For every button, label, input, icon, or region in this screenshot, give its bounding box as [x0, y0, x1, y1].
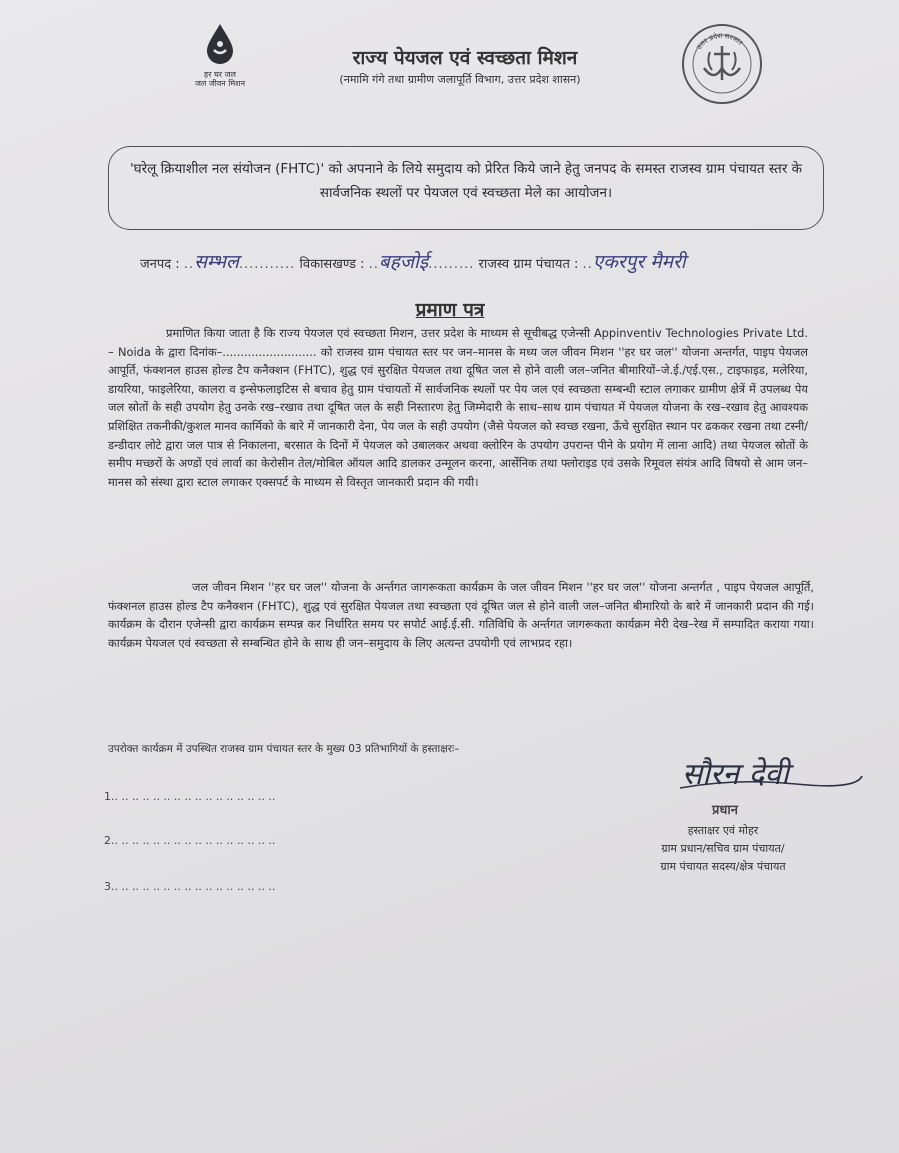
header-title: राज्य पेयजल एवं स्वच्छता मिशन: [352, 47, 578, 69]
certificate-paragraph-2: जल जीवन मिशन ''हर घर जल'' योजना के अर्न्तगत जागरूकता कार्यक्रम के जल जीवन मिशन ''हर घर जल'' योजना अन्तर्गत , पाइप पेयजल आपूर्ति, फंक्शनल हाउस होल्ड टैप कनैक्शन (FHTC), शुद्ध एवं सुरक्षित पेयजल तथा स्वच्छता एवं दूषित जल से होने वाली जल–जनित बीमारियो के बारे में जानकारी प्रदान की गई। कार्यक्रम के दौरान एजेन्सी द्वारा कार्यक्रम सम्पन्न कर निर्धारित समय पर सपोर्ट आई.ई.सी. गतिविधि के अर्न्तगत जागरूकता कार्यक्रम मेरी देख–रेख में सम्पादित कराया गया। कार्यक्रम पेयजल एवं स्वच्छता से सम्बन्धित होने के साथ ही जन–समुदाय के लिए अत्यन्त उपयोगी एवं लाभप्रद रहा।: [108, 580, 814, 650]
location-line: जनपद : ..सम्भल........... विकासखण्ड : ..बहजोई......... राजस्व ग्राम पंचायत : ..एकरपुर मैमरी: [140, 251, 686, 273]
certificate-paragraph-1: प्रमाणित किया जाता है कि राज्य पेयजल एवं स्वच्छता मिशन, उत्तर प्रदेश के माध्यम से सूचीबद्ध एजेन्सी Appinventiv Technologies Private Ltd. – Noida के द्वारा दिनांक–.......................... को राजस्व ग्राम पंचायत स्तर पर जन–मानस के मध्य जल जीवन मिशन ''हर घर जल'' योजना अन्तर्गत, पाइप पेयजल आपूर्ति, फंक्शनल हाउस होल्ड टैप कनैक्शन (FHTC), शुद्ध एवं सुरक्षित पेयजल तथा दूषित जल से होने वाली जल–जनित बीमारियों–जे.ई./एई.एस., टाइफाइड, मलेरिया, डायरिया, फाइलेरिया, कालरा व इन्सेफलाइटिस से बचाव हेतु ग्राम पंचायतों में सार्वजनिक स्थलों पर पेय जल एवं स्वच्छता सम्बन्धी स्टाल लगाकर ग्रामीण क्षेत्रें में उपलब्ध पेय जल स्रोतों के सही उपयोग हेतु उनके रख–रखाव तथा दूषित जल के सही निस्तारण हेतु जिम्मेदारी के साथ–साथ ग्राम पंचायत में पेयजल योजना के रख–रखाव हेतु आवश्यक प्रशिक्षित तकनीकी/कुशल मानव कार्मिको के बारे में जानकारी देना, पेय जल के सही उपयोग (जैसे पेयजल को स्वच्छ रखना, ऊँचे सुरक्षित स्थान पर ढककर रखना तथा टस्नी/डन्डीदार लोटे द्वारा जल पात्र से निकालना, बरसात के दिनों में पेयजल को उबालकर अथवा क्लोरिन के उपयोग उपरान्त पीने के प्रयोग में लाना आदि) तथा पेयजल स्रोतों के समीप मच्छरों के अण्डों एवं लार्वा का केरोसीन तेल/मोबिल ऑयल आदि डालकर उन्मूलन करना, आर्सेनिक तथा फ्लोराइड एवं उसके रिमूवल संयंत्र आदि विषयो से आम जन–मानस को संस्था द्वारा स्टाल लगाकर एक्सपर्ट के माध्यम से विस्तृत जानकारी प्रदान की गयी।: [108, 326, 808, 489]
event-banner: 'घरेलू क्रियाशील नल संयोजन (FHTC)' को अपनाने के लिये समुदाय को प्रेरित किये जाने हेतु जनपद के समस्त राजस्व ग्राम पंचायत स्तर के सार्वजनिक स्थलों पर पेयजल एवं स्वच्छता मेले का आयोजन।: [108, 146, 824, 230]
district-value: सम्भल: [194, 251, 239, 273]
up-government-seal: [680, 22, 764, 106]
participants-signature-intro: उपरोक्त कार्यक्रम में उपस्थित राजस्व ग्राम पंचायत स्तर के मुख्य 03 प्रतिभागियों के हस्ताक्षरः–: [108, 743, 460, 755]
handwritten-signature: सौरन देवी: [682, 757, 789, 792]
panchayat-label: राजस्व ग्राम पंचायत :: [478, 257, 579, 272]
participant-signature-line-3: 3.. .. .. .. .. .. .. .. .. .. .. .. .. .. .. ..: [104, 880, 276, 893]
block-value: बहजोई: [378, 251, 429, 273]
certificate-title: प्रमाण पत्र: [415, 299, 485, 321]
official-stamp-block: [608, 822, 838, 876]
sign-label-2: ग्राम प्रधान/सचिव ग्राम पंचायत/: [661, 842, 785, 855]
seal-text: उत्तर प्रदेश सरकार: [695, 31, 745, 52]
logo-text-1: हर घर जल: [204, 70, 236, 79]
sign-label-3: ग्राम पंचायत सदस्य/क्षेत्र पंचायत: [660, 860, 786, 873]
jal-jeevan-mission-logo: [180, 22, 260, 102]
participant-signature-line-2: 2.. .. .. .. .. .. .. .. .. .. .. .. .. .. .. ..: [104, 834, 276, 847]
logo-text-2: जल जीवन मिशन: [194, 79, 246, 88]
header-subtitle: (नमामि गंगे तथा ग्रामीण जलापूर्ति विभाग, उत्तर प्रदेश शासन): [339, 73, 581, 86]
water-drop-icon: [203, 22, 237, 66]
block-label: विकासखण्ड :: [299, 257, 365, 272]
pradhan-signature: [676, 738, 866, 808]
pradhan-label: प्रधान: [712, 803, 738, 818]
svg-text:उत्तर प्रदेश सरकार: [695, 31, 744, 51]
participant-signature-line-1: 1.. .. .. .. .. .. .. .. .. .. .. .. .. .. .. ..: [104, 790, 276, 803]
district-label: जनपद :: [140, 257, 180, 272]
panchayat-value: एकरपुर मैमरी: [592, 251, 686, 273]
sign-label-1: हस्ताक्षर एवं मोहर: [687, 824, 759, 837]
